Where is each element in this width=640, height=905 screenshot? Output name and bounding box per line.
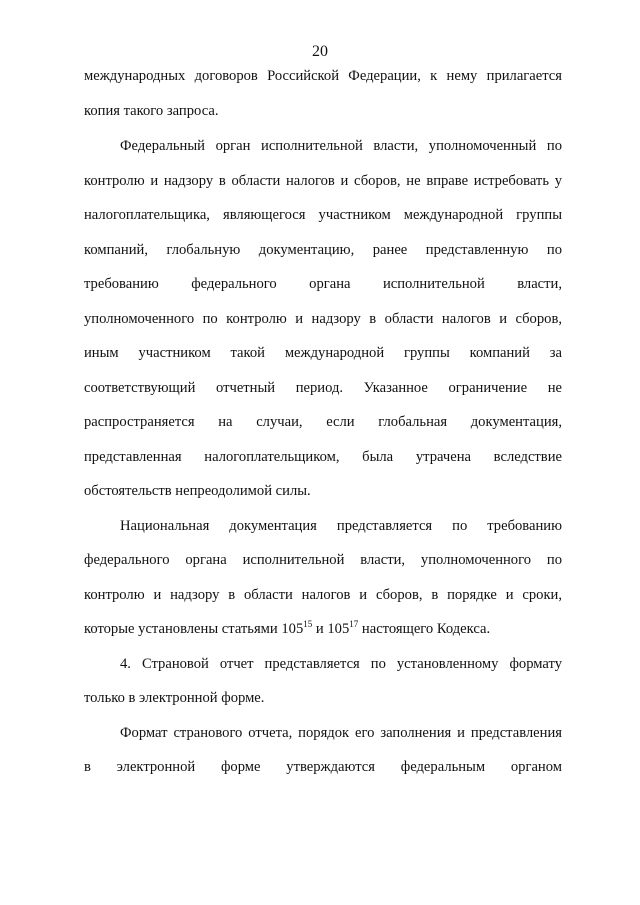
text-line: только в электронной форме.	[84, 690, 265, 706]
text-line: иным участником такой международной группы компаний за	[84, 345, 562, 361]
text-line: представленная налогоплательщиком, была утрачена вследствие	[84, 449, 562, 465]
paragraph-first-line: Национальная документация представляется по требованию	[120, 518, 562, 534]
article-reference-line	[84, 619, 562, 639]
article-text-suffix: настоящего Кодекса.	[358, 621, 491, 637]
text-line: соответствующий отчетный период. Указанное ограничение не	[84, 380, 562, 396]
paragraph-first-line: 4. Страновой отчет представляется по установленному формату	[120, 656, 562, 672]
text-line: копия такого запроса.	[84, 103, 219, 119]
article-text-middle: и 105	[312, 621, 350, 637]
text-line: в электронной форме утверждаются федеральным органом	[84, 759, 562, 775]
paragraph-first-line: Федеральный орган исполнительной власти, уполномоченный по	[120, 138, 562, 154]
text-line: контролю и надзору в области налогов и сборов, в порядке и сроки,	[84, 587, 562, 603]
text-line: налогоплательщика, являющегося участником международной группы	[84, 207, 562, 223]
text-line: уполномоченного по контролю и надзору в области налогов и сборов,	[84, 311, 562, 327]
text-line: компаний, глобальную документацию, ранее представленную по	[84, 242, 562, 258]
text-line: контролю и надзору в области налогов и сборов, не вправе истребовать у	[84, 173, 562, 189]
page-number: 20	[312, 43, 328, 60]
text-line: федерального органа исполнительной власти, уполномоченного по	[84, 552, 562, 568]
article-text-prefix: которые установлены статьями 105	[84, 621, 304, 637]
text-line: международных договоров Российской Федерации, к нему прилагается	[84, 68, 562, 84]
text-line: требованию федерального органа исполнительной власти,	[84, 276, 562, 292]
article-superscript: 15	[303, 619, 313, 630]
text-line: распространяется на случаи, если глобальная документация,	[84, 414, 562, 430]
text-line: обстоятельств непреодолимой силы.	[84, 483, 311, 499]
paragraph-first-line: Формат странового отчета, порядок его заполнения и представления	[120, 725, 562, 741]
article-superscript: 17	[349, 619, 359, 630]
